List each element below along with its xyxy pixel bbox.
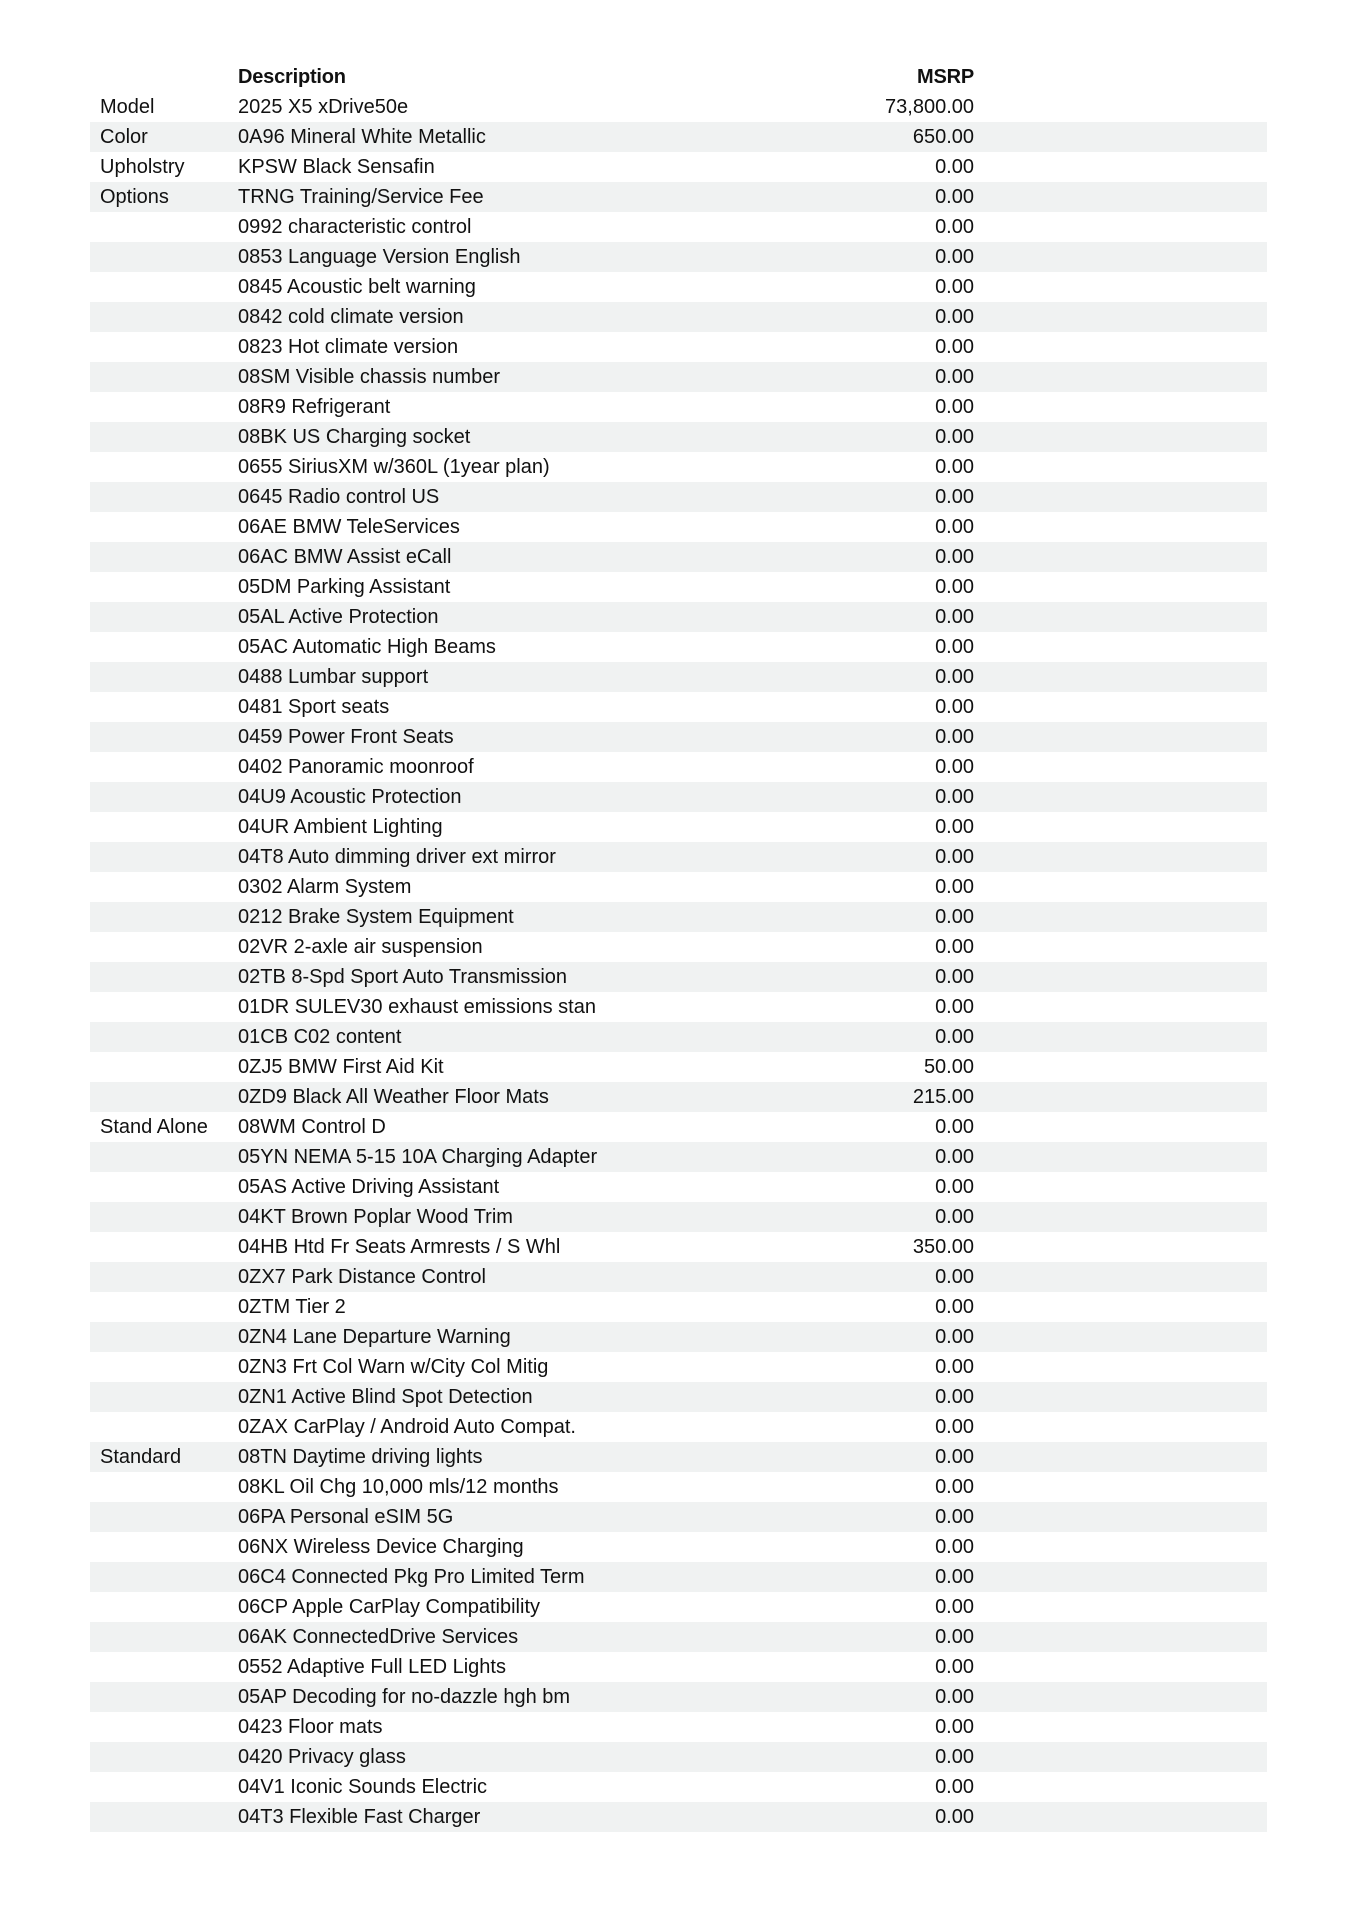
row-description: 05YN NEMA 5-15 10A Charging Adapter (238, 1146, 598, 1168)
row-msrp: 0.00 (935, 1686, 974, 1708)
row-category: Color (100, 126, 148, 148)
row-msrp: 0.00 (935, 1776, 974, 1798)
table-body (90, 92, 1267, 1832)
table-row (90, 452, 1267, 482)
row-description: 0ZAX CarPlay / Android Auto Compat. (238, 1416, 576, 1438)
table-row (90, 302, 1267, 332)
row-msrp: 0.00 (935, 1356, 974, 1378)
table-row (90, 1202, 1267, 1232)
row-description: 0ZN4 Lane Departure Warning (238, 1326, 511, 1348)
row-description: 0823 Hot climate version (238, 336, 459, 358)
table-row (90, 1742, 1267, 1772)
table-row (90, 152, 1267, 182)
row-category: Standard (100, 1446, 182, 1468)
table-row (90, 182, 1267, 212)
row-description: 0459 Power Front Seats (238, 726, 454, 748)
row-msrp: 0.00 (935, 1146, 974, 1168)
row-msrp: 0.00 (935, 516, 974, 538)
table-row (90, 1382, 1267, 1412)
row-msrp: 0.00 (935, 306, 974, 328)
header-description: Description (238, 66, 346, 88)
row-description: 04U9 Acoustic Protection (238, 786, 462, 808)
table-row (90, 1412, 1267, 1442)
table-row (90, 1592, 1267, 1622)
row-msrp: 0.00 (935, 966, 974, 988)
row-description: 02VR 2-axle air suspension (238, 936, 483, 958)
row-description: 01CB C02 content (238, 1026, 402, 1048)
row-msrp: 215.00 (912, 1086, 974, 1108)
table-row (90, 992, 1267, 1022)
row-description: 06PA Personal eSIM 5G (238, 1506, 454, 1528)
table-row (90, 1352, 1267, 1382)
table-row (90, 422, 1267, 452)
row-msrp: 0.00 (935, 756, 974, 778)
row-description: 05AL Active Protection (238, 606, 439, 628)
table-row (90, 1442, 1267, 1472)
row-category: Options (100, 186, 169, 208)
table-row (90, 902, 1267, 932)
row-msrp: 0.00 (935, 1026, 974, 1048)
row-description: 06C4 Connected Pkg Pro Limited Term (238, 1566, 585, 1588)
row-msrp: 0.00 (935, 1206, 974, 1228)
row-description: TRNG Training/Service Fee (238, 186, 484, 208)
row-description: 0ZD9 Black All Weather Floor Mats (238, 1086, 549, 1108)
row-description: 0302 Alarm System (238, 876, 412, 898)
row-description: 0ZTM Tier 2 (238, 1296, 346, 1318)
row-description: 08SM Visible chassis number (238, 366, 500, 388)
row-msrp: 0.00 (935, 1566, 974, 1588)
row-description: 04T3 Flexible Fast Charger (238, 1806, 481, 1828)
row-description: 0488 Lumbar support (238, 666, 429, 688)
table-row (90, 1562, 1267, 1592)
row-description: 0ZX7 Park Distance Control (238, 1266, 486, 1288)
row-msrp: 0.00 (935, 246, 974, 268)
table-row (90, 1682, 1267, 1712)
table-row (90, 512, 1267, 542)
table-row (90, 1712, 1267, 1742)
row-msrp: 0.00 (935, 906, 974, 928)
row-description: 06AK ConnectedDrive Services (238, 1626, 519, 1648)
table-row (90, 332, 1267, 362)
row-msrp: 0.00 (935, 1116, 974, 1138)
price-sheet-table (90, 62, 1267, 1832)
row-description: 0423 Floor mats (238, 1716, 383, 1738)
row-msrp: 0.00 (935, 156, 974, 178)
row-msrp: 50.00 (923, 1056, 974, 1078)
table-row (90, 932, 1267, 962)
table-row (90, 1322, 1267, 1352)
row-msrp: 0.00 (935, 1446, 974, 1468)
table-row (90, 1112, 1267, 1142)
table-row (90, 872, 1267, 902)
row-description: 0481 Sport seats (238, 696, 390, 718)
row-msrp: 0.00 (935, 276, 974, 298)
table-row (90, 392, 1267, 422)
table-row (90, 1802, 1267, 1832)
table-row (90, 1532, 1267, 1562)
table-row (90, 1772, 1267, 1802)
row-description: 0845 Acoustic belt warning (238, 276, 476, 298)
row-msrp: 0.00 (935, 1266, 974, 1288)
row-msrp: 0.00 (935, 1176, 974, 1198)
row-msrp: 650.00 (912, 126, 974, 148)
table-row (90, 122, 1267, 152)
table-row (90, 1652, 1267, 1682)
row-msrp: 0.00 (935, 546, 974, 568)
row-category: Stand Alone (100, 1116, 208, 1138)
row-msrp: 0.00 (935, 1746, 974, 1768)
table-row (90, 812, 1267, 842)
row-description: 0A96 Mineral White Metallic (238, 126, 486, 148)
row-msrp: 0.00 (935, 936, 974, 958)
row-msrp: 0.00 (935, 1506, 974, 1528)
table-row (90, 1082, 1267, 1112)
table-row (90, 1502, 1267, 1532)
table-row (90, 1622, 1267, 1652)
row-msrp: 0.00 (935, 486, 974, 508)
row-description: 2025 X5 xDrive50e (238, 96, 409, 118)
row-msrp: 0.00 (935, 1296, 974, 1318)
table-row (90, 632, 1267, 662)
row-description: 0212 Brake System Equipment (238, 906, 514, 928)
table-row (90, 662, 1267, 692)
table-row (90, 782, 1267, 812)
row-msrp: 350.00 (912, 1236, 974, 1258)
table-row (90, 842, 1267, 872)
row-description: 0ZJ5 BMW First Aid Kit (238, 1056, 444, 1078)
row-description: 0402 Panoramic moonroof (238, 756, 474, 778)
table-row (90, 1052, 1267, 1082)
table-row (90, 692, 1267, 722)
row-msrp: 0.00 (935, 336, 974, 358)
row-msrp: 0.00 (935, 816, 974, 838)
row-description: 0992 characteristic control (238, 216, 472, 238)
table-row (90, 1232, 1267, 1262)
table-row (90, 1262, 1267, 1292)
row-category: Model (100, 96, 155, 118)
row-msrp: 0.00 (935, 366, 974, 388)
row-description: 08KL Oil Chg 10,000 mls/12 months (238, 1476, 559, 1498)
table-row (90, 1472, 1267, 1502)
row-msrp: 0.00 (935, 1386, 974, 1408)
table-row (90, 1292, 1267, 1322)
row-msrp: 0.00 (935, 1416, 974, 1438)
row-description: 06AC BMW Assist eCall (238, 546, 452, 568)
table-row (90, 542, 1267, 572)
row-msrp: 0.00 (935, 636, 974, 658)
row-msrp: 0.00 (935, 186, 974, 208)
row-description: 08TN Daytime driving lights (238, 1446, 483, 1468)
header-msrp: MSRP (917, 66, 974, 88)
row-description: 04V1 Iconic Sounds Electric (238, 1776, 488, 1798)
row-msrp: 0.00 (935, 996, 974, 1018)
table-row (90, 212, 1267, 242)
row-msrp: 0.00 (935, 1326, 974, 1348)
row-msrp: 0.00 (935, 696, 974, 718)
row-msrp: 0.00 (935, 726, 974, 748)
row-msrp: 0.00 (935, 606, 974, 628)
row-description: 06AE BMW TeleServices (238, 516, 460, 538)
table-row (90, 752, 1267, 782)
row-description: 0655 SiriusXM w/360L (1year plan) (238, 456, 550, 478)
row-category: Upholstry (100, 156, 185, 178)
row-msrp: 0.00 (935, 1656, 974, 1678)
row-description: 0420 Privacy glass (238, 1746, 406, 1768)
row-msrp: 0.00 (935, 786, 974, 808)
row-description: 0552 Adaptive Full LED Lights (238, 1656, 506, 1678)
row-msrp: 0.00 (935, 576, 974, 598)
row-description: 06NX Wireless Device Charging (238, 1536, 524, 1558)
row-msrp: 0.00 (935, 216, 974, 238)
row-description: 0ZN3 Frt Col Warn w/City Col Mitig (238, 1356, 549, 1378)
table-row (90, 482, 1267, 512)
table-row (90, 92, 1267, 122)
row-description: 04HB Htd Fr Seats Armrests / S Whl (238, 1236, 561, 1258)
row-msrp: 0.00 (935, 396, 974, 418)
row-description: 04T8 Auto dimming driver ext mirror (238, 846, 556, 868)
table-row (90, 272, 1267, 302)
row-description: 02TB 8-Spd Sport Auto Transmission (238, 966, 568, 988)
table-row (90, 572, 1267, 602)
row-msrp: 73,800.00 (885, 96, 974, 118)
row-msrp: 0.00 (935, 1596, 974, 1618)
table-row (90, 722, 1267, 752)
row-description: 0842 cold climate version (238, 306, 464, 328)
row-msrp: 0.00 (935, 876, 974, 898)
row-msrp: 0.00 (935, 456, 974, 478)
row-msrp: 0.00 (935, 1626, 974, 1648)
table-row (90, 602, 1267, 632)
table-header (90, 62, 1267, 92)
table-row (90, 242, 1267, 272)
table-row (90, 1022, 1267, 1052)
row-msrp: 0.00 (935, 1716, 974, 1738)
row-description: 06CP Apple CarPlay Compatibility (238, 1596, 541, 1618)
row-description: 0853 Language Version English (238, 246, 521, 268)
row-description: 08WM Control D (238, 1116, 386, 1138)
row-description: 0ZN1 Active Blind Spot Detection (238, 1386, 533, 1408)
row-msrp: 0.00 (935, 846, 974, 868)
table-row (90, 1142, 1267, 1172)
table-row (90, 362, 1267, 392)
row-msrp: 0.00 (935, 1806, 974, 1828)
row-description: 05DM Parking Assistant (238, 576, 451, 598)
row-description: 08BK US Charging socket (238, 426, 471, 448)
table-row (90, 1172, 1267, 1202)
row-msrp: 0.00 (935, 1476, 974, 1498)
row-description: 08R9 Refrigerant (238, 396, 391, 418)
row-msrp: 0.00 (935, 666, 974, 688)
row-msrp: 0.00 (935, 1536, 974, 1558)
row-msrp: 0.00 (935, 426, 974, 448)
row-description: 05AS Active Driving Assistant (238, 1176, 500, 1198)
row-description: 01DR SULEV30 exhaust emissions stan (238, 996, 596, 1018)
row-description: 05AP Decoding for no-dazzle hgh bm (238, 1686, 571, 1708)
row-description: 04KT Brown Poplar Wood Trim (238, 1206, 513, 1228)
row-description: 04UR Ambient Lighting (238, 816, 443, 838)
row-description: KPSW Black Sensafin (238, 156, 435, 178)
table-row (90, 962, 1267, 992)
row-description: 0645 Radio control US (238, 486, 440, 508)
row-description: 05AC Automatic High Beams (238, 636, 496, 658)
